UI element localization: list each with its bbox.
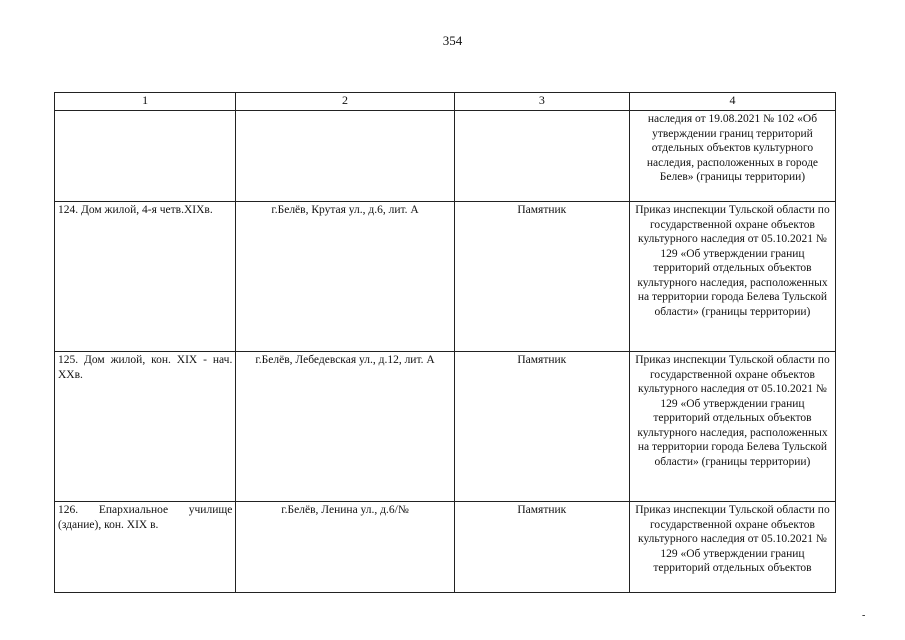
object-name-cell bbox=[55, 111, 236, 202]
address-cell: г.Белёв, Ленина ул., д.6/№ bbox=[236, 502, 454, 593]
object-name-cell: 125. Дом жилой, кон. XIX - нач. XXв. bbox=[55, 352, 236, 502]
document-cell: Приказ инспекции Тульской области по государственной охране объектов культурного наследия от 05.10.2021 № 129 «Об утверждении границ территорий отдельных объектов bbox=[629, 502, 835, 593]
table-row bbox=[55, 111, 836, 202]
category-cell: Памятник bbox=[454, 202, 629, 352]
object-name-cell: 124. Дом жилой, 4-я четв.XIXв. bbox=[55, 202, 236, 352]
table-row bbox=[55, 502, 836, 593]
category-cell: Памятник bbox=[454, 502, 629, 593]
document-cell: Приказ инспекции Тульской области по государственной охране объектов культурного наследия от 05.10.2021 № 129 «Об утверждении границ территорий отдельных объектов культурного наследия, расположенных на территории города Белева Тульской области» (границы территории) bbox=[629, 202, 835, 352]
corner-mark: - bbox=[862, 610, 866, 621]
address-cell: г.Белёв, Крутая ул., д.6, лит. А bbox=[236, 202, 454, 352]
category-cell: Памятник bbox=[454, 352, 629, 502]
column-header-4: 4 bbox=[629, 93, 835, 111]
page-number: 354 bbox=[442, 33, 463, 48]
address-cell: г.Белёв, Лебедевская ул., д.12, лит. А bbox=[236, 352, 454, 502]
column-header-3: 3 bbox=[454, 93, 629, 111]
column-header-2: 2 bbox=[236, 93, 454, 111]
table-row bbox=[55, 202, 836, 352]
table-header-row bbox=[55, 93, 836, 111]
category-cell bbox=[454, 111, 629, 202]
document-cell: наследия от 19.08.2021 № 102 «Об утверждении границ территорий отдельных объектов культурного наследия, расположенных в городе Белев» (границы территории) bbox=[629, 111, 835, 202]
table-row bbox=[55, 352, 836, 502]
object-name-cell: 126. Епархиальное училище (здание), кон. XIX в. bbox=[55, 502, 236, 593]
column-header-1: 1 bbox=[55, 93, 236, 111]
document-cell: Приказ инспекции Тульской области по государственной охране объектов культурного наследия от 05.10.2021 № 129 «Об утверждении границ территорий отдельных объектов культурного наследия, расположенных на территории города Белева Тульской области» (границы территории) bbox=[629, 352, 835, 502]
monuments-table bbox=[54, 92, 836, 593]
address-cell bbox=[236, 111, 454, 202]
